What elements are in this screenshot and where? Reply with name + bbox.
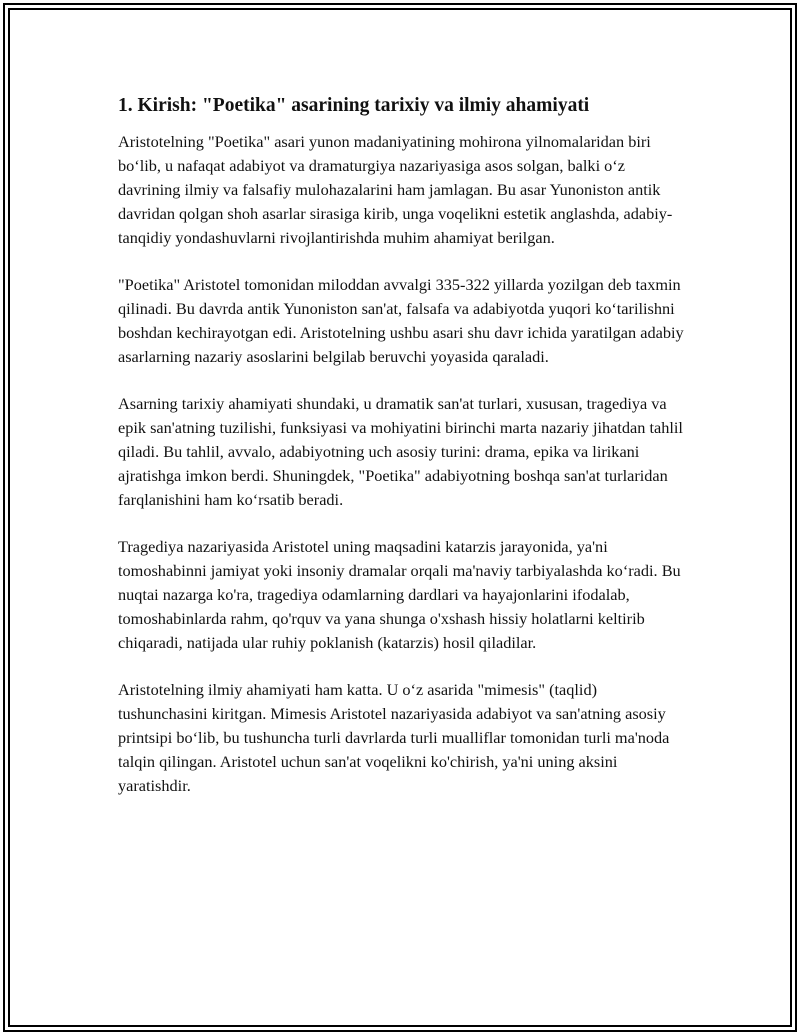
paragraph-4: Tragediya nazariyasida Aristotel uning maqsadini katarzis jarayonida, ya'ni tomoshabinni jamiyat yoki insoniy dramalar orqali ma'naviy tarbiyalashda ko‘radi. Bu nuqtai nazarga ko'ra, tragediya odamlarning dardlari va hayajonlarini ifodalab, tomoshabinlarda rahm, qo'rquv va yana shunga o'xshash hissiy holatlarni keltirib chiqaradi, natijada ular ruhiy poklanish (katarzis) hosil qiladilar. bbox=[118, 537, 681, 652]
paragraph-2: "Poetika" Aristotel tomonidan miloddan avvalgi 335-322 yillarda yozilgan deb taxmin qilinadi. Bu davrda antik Yunoniston san'at, falsafa va adabiyotda yuqori ko‘tarilishni boshdan kechirayotgan edi. Aristotelning ushbu asari shu davr ichida yaratilgan adabiy asarlarning nazariy asoslarini belgilab beruvchi yoyasida qaraladi. bbox=[118, 275, 684, 366]
document-body bbox=[118, 92, 688, 821]
section-heading: 1. Kirish: "Poetika" asarining tarixiy va ilmiy ahamiyati bbox=[118, 95, 590, 116]
paragraph-1: Aristotelning "Poetika" asari yunon madaniyatining mohirona yilnomalaridan biri bo‘lib, u nafaqat adabiyot va dramaturgiya nazariyasiga asos solgan, balki o‘z davrining ilmiy va falsafiy mulohazalarini ham jamlagan. Bu asar Yunoniston antik davridan qolgan shoh asarlar sirasiga kirib, unga voqelikni estetik anglashda, adabiy-tanqidiy yondashuvlarni rivojlantirishda muhim ahamiyat berilgan. bbox=[118, 132, 673, 247]
paragraph-3: Asarning tarixiy ahamiyati shundaki, u dramatik san'at turlari, xususan, tragediya va epik san'atning tuzilishi, funksiyasi va mohiyatini birinchi marta nazariy jihatdan tahlil qiladi. Bu tahlil, avvalo, adabiyotning uch asosiy turini: drama, epika va lirikani ajratishga imkon berdi. Shuningdek, "Poetika" adabiyotning boshqa san'at turlaridan farqlanishini ham ko‘rsatib beradi. bbox=[118, 394, 683, 509]
paragraph-5: Aristotelning ilmiy ahamiyati ham katta. U o‘z asarida "mimesis" (taqlid) tushunchasini kiritgan. Mimesis Aristotel nazariyasida adabiyot va san'atning asosiy printsipi bo‘lib, bu tushuncha turli davrlarda turli mualliflar tomonidan turli ma'noda talqin qilingan. Aristotel uchun san'at voqelikni ko'chirish, ya'ni uning aksini yaratishdir. bbox=[118, 680, 670, 795]
